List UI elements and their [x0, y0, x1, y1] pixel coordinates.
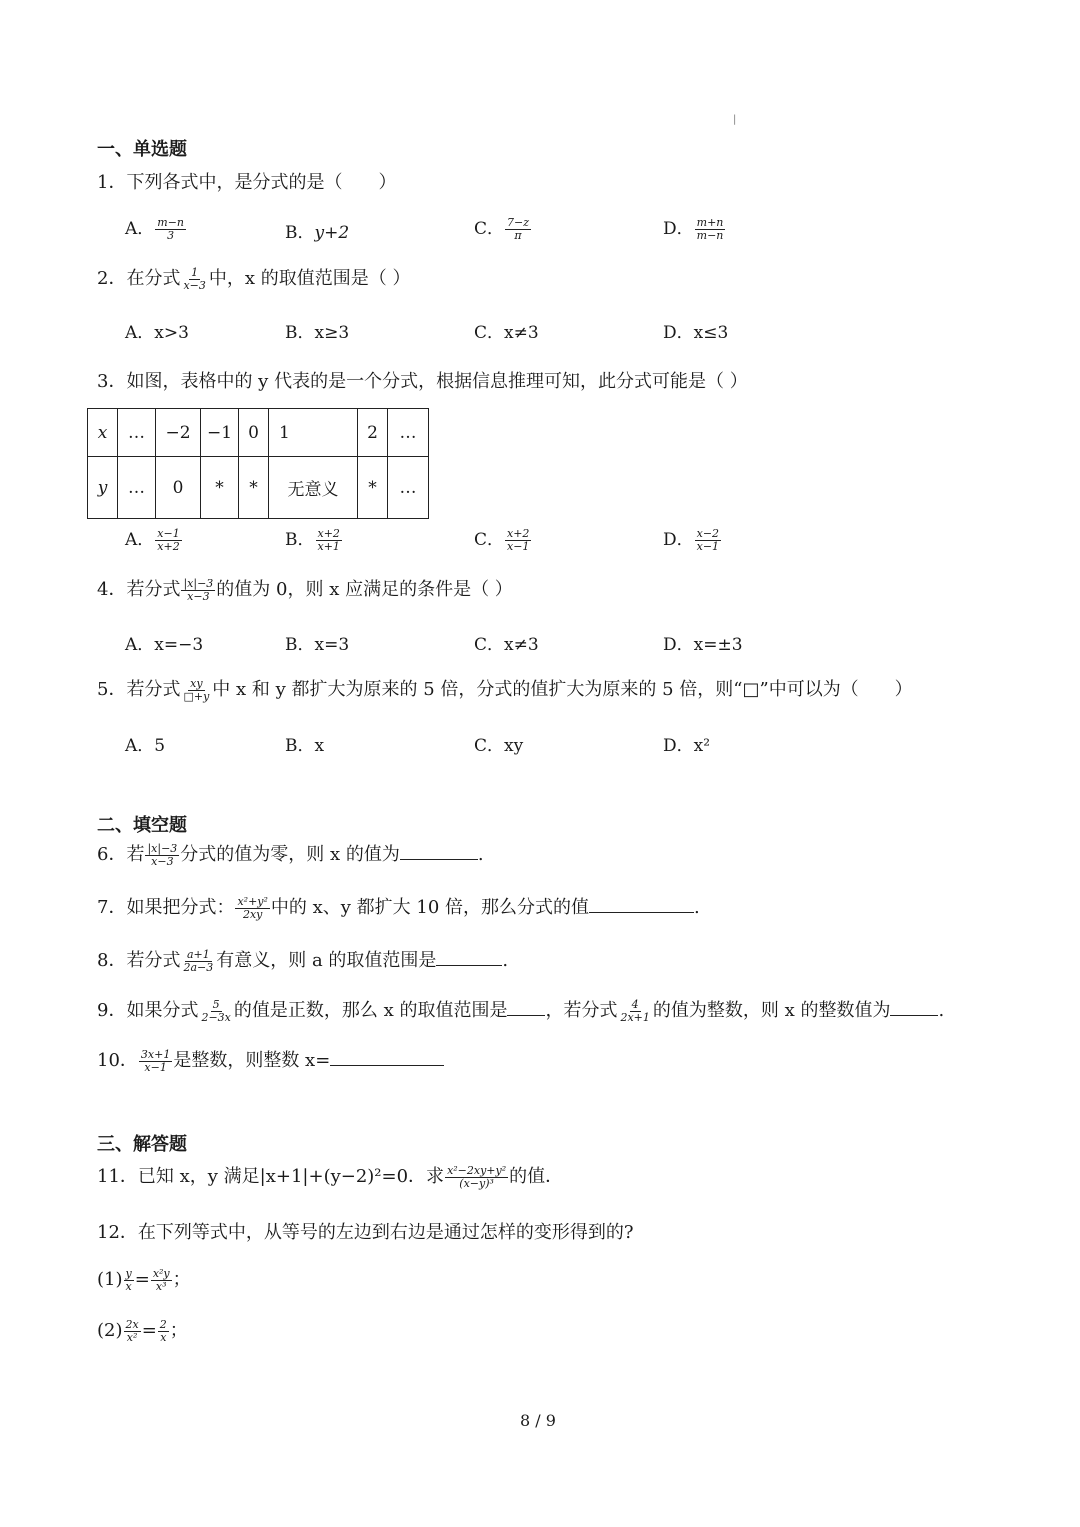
question-11: 11．已知 x，y 满足|x+1|+(y−2)²=0．求 $\frac{\text{x²−2xy+y²}}{\text{(x−y)³}}$ 的值． [97, 1163, 564, 1190]
question-5-option-b: B．x [285, 736, 325, 756]
question-3-option-d: D． $\frac{x-2}{x-1}$ [663, 527, 720, 553]
page-number: 8 / 9 [520, 1411, 556, 1430]
question-3-table [87, 408, 429, 519]
question-5-option-a: A．5 [125, 736, 166, 756]
question-10: 10． $\frac{3x+1}{x-1}$ 是整数，则整数 x= [97, 1046, 444, 1073]
question-5-stem: 5．若分式 $\frac{xy}{□+y}$ 中 x 和 y 都扩大为原来的 5 倍，分式的值扩大为原来的 5 倍，则“□”中可以为（ ） [97, 676, 913, 703]
question-4-option-b: B．x=3 [285, 635, 350, 655]
answer-blank [890, 999, 938, 1016]
table-cell: * [239, 457, 269, 519]
question-5-option-c: C．xy [474, 736, 524, 756]
table-cell: −1 [201, 409, 239, 457]
answer-blank [507, 999, 545, 1016]
question-1-stem: 1．下列各式中，是分式的是（ ） [97, 172, 397, 193]
question-8: 8．若分式 $\frac{a+1}{2a-3}$ 有意义，则 a 的取值范围是 . [97, 947, 509, 974]
question-4-option-a: A．x=−3 [125, 635, 204, 655]
answer-blank [330, 1049, 444, 1066]
question-2-option-b: B．x≥3 [285, 323, 350, 343]
table-cell: y [88, 457, 118, 519]
question-12-part-1: (1) $\frac{y}{x}$ = $\frac{\text{x²y}}{\text{x³}}$ ； [97, 1266, 191, 1293]
question-3-stem: 3．如图，表格中的 y 代表的是一个分式，根据信息推理可知，此分式可能是（ ） [97, 371, 748, 392]
question-12-stem: 12．在下列等式中，从等号的左边到右边是通过怎样的变形得到的? [97, 1222, 634, 1243]
table-cell: … [118, 409, 156, 457]
table-cell: … [388, 457, 429, 519]
table-cell: 1 [269, 409, 358, 457]
table-cell: 无意义 [269, 457, 358, 519]
section-title-single-choice: 一、单选题 [97, 139, 187, 160]
question-1-option-a: A． $\frac{m-n}{3}$ [125, 216, 185, 242]
table-cell: 0 [156, 457, 201, 519]
question-6: 6．若 $\frac{|x|-3}{x-3}$ 分式的值为零，则 x 的值为 . [97, 841, 484, 868]
question-1-option-d: D． $\frac{m+n}{m-n}$ [663, 216, 724, 242]
table-cell: 0 [239, 409, 269, 457]
question-12-part-2: (2) $\frac{2x}{\text{x²}}$ = $\frac{2}{x}$ ； [97, 1317, 188, 1344]
section-title-answer: 三、解答题 [97, 1134, 187, 1155]
question-4-stem: 4．若分式 $\frac{|x|-3}{x-3}$ 的值为 0，则 x 应满足的条件是（ ） [97, 576, 513, 603]
question-3-option-b: B． $\frac{x+2}{x+1}$ [285, 527, 340, 553]
table-cell: 2 [358, 409, 388, 457]
answer-blank [436, 949, 502, 966]
question-2-stem: 2．在分式 $\frac{1}{x-3}$ 中，x 的取值范围是（ ） [97, 265, 411, 292]
table-cell: −2 [156, 409, 201, 457]
table-cell: … [388, 409, 429, 457]
question-2-option-a: A．x>3 [125, 323, 189, 343]
question-4-option-c: C．x≠3 [474, 635, 539, 655]
question-5-option-d: D．x² [663, 736, 711, 756]
question-2-option-c: C．x≠3 [474, 323, 539, 343]
question-1-option-b: B．y+2 [285, 223, 350, 243]
table-cell: x [88, 409, 118, 457]
question-3-option-c: C． $\frac{x+2}{x-1}$ [474, 527, 530, 553]
question-2-option-d: D．x≤3 [663, 323, 729, 343]
table-cell: * [201, 457, 239, 519]
question-3-option-a: A． $\frac{x-1}{x+2}$ [125, 527, 180, 553]
answer-blank [589, 896, 694, 913]
question-9: 9．如果分式 $\frac{5}{2-3x}$ 的值是正数，那么 x 的取值范围是 ，若分式 $\frac{4}{2x+1}$ 的值为整数，则 x 的整数值为 . [97, 997, 945, 1024]
table-cell: … [118, 457, 156, 519]
question-7: 7．如果把分式： $\frac{\text{x²+y²}}{2xy}$ 中的 x、y 都扩大 10 倍，那么分式的值 . [97, 894, 700, 921]
answer-blank [400, 843, 478, 860]
page-mark: | [733, 114, 737, 125]
table-cell: * [358, 457, 388, 519]
question-4-option-d: D．x=±3 [663, 635, 743, 655]
question-1-option-c: C． $\frac{7-z}{\pi}$ [474, 216, 530, 242]
section-title-fill-in: 二、填空题 [97, 815, 187, 836]
